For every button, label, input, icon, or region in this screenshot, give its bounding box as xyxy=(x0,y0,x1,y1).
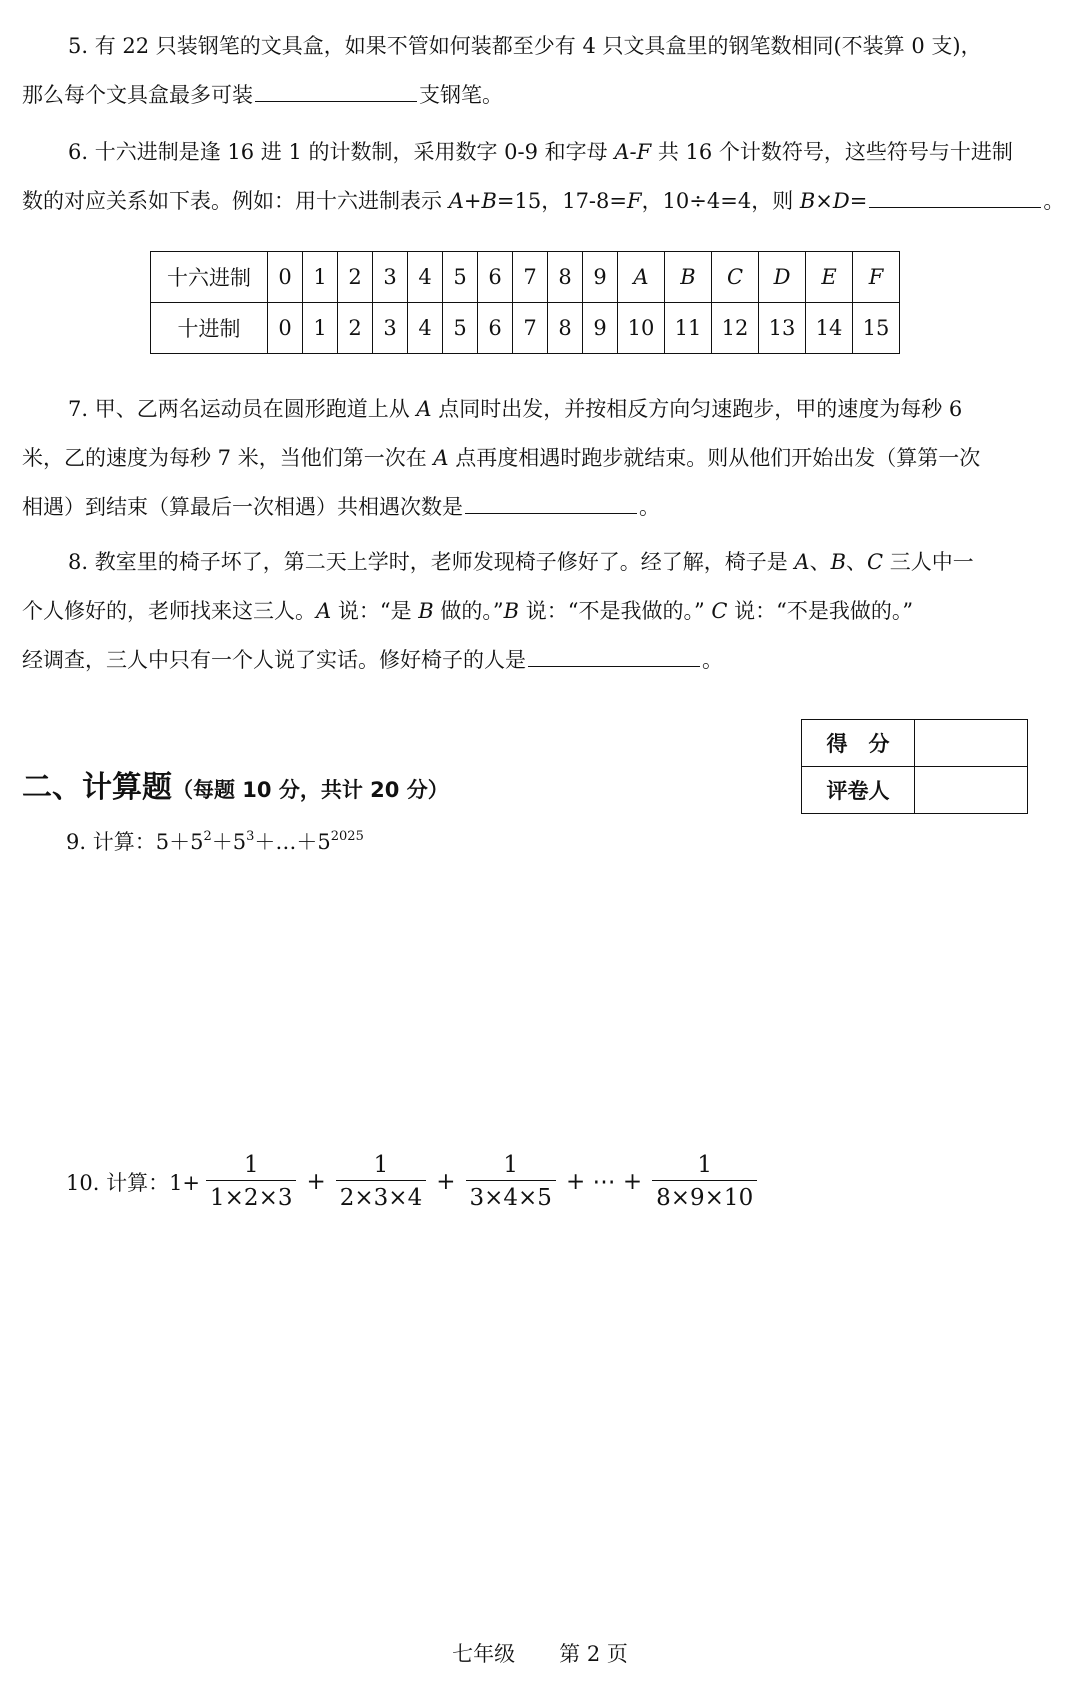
question-7 xyxy=(22,385,1062,532)
page-footer xyxy=(0,1638,1080,1668)
q10-prefix: 10. 计算：1+ xyxy=(66,1170,201,1195)
decimal-cell: 11 xyxy=(665,303,712,354)
decimal-cell: 3 xyxy=(373,303,408,354)
footer-page-number: 第 2 页 xyxy=(559,1642,628,1666)
decimal-cell: 14 xyxy=(806,303,853,354)
ellipsis-sum: + ⋯ + xyxy=(565,1168,643,1195)
hex-row-label: 十六进制 xyxy=(151,252,268,303)
decimal-cell: 4 xyxy=(408,303,443,354)
question-10 xyxy=(66,1150,763,1213)
hex-row xyxy=(151,252,900,303)
q5-line-1: 5. 有 22 只装钢笔的文具盒，如果不管如何装都至少有 4 只文具盒里的钢笔数相同(不装算 0 支)， xyxy=(68,34,982,58)
question-8 xyxy=(22,538,1062,685)
decimal-cell: 13 xyxy=(759,303,806,354)
grader-field[interactable] xyxy=(915,767,1028,814)
decimal-cell: 10 xyxy=(618,303,665,354)
hex-cell: A xyxy=(618,252,665,303)
decimal-row-label: 十进制 xyxy=(151,303,268,354)
decimal-cell: 8 xyxy=(548,303,583,354)
decimal-cell: 5 xyxy=(443,303,478,354)
section-2-title: 二、计算题 xyxy=(22,770,172,805)
hex-cell: 2 xyxy=(338,252,373,303)
footer-grade: 七年级 xyxy=(452,1642,516,1666)
hex-cell: 5 xyxy=(443,252,478,303)
plus-sign: + xyxy=(436,1168,456,1195)
q8-line-2: 个人修好的，老师找来这三人。A 说：“是 B 做的。”B 说：“不是我做的。” C 说：“不是我做的。” xyxy=(22,599,914,623)
q6-answer-blank[interactable] xyxy=(869,177,1041,208)
q5-line-2: 那么每个文具盒最多可装 支钢笔。 xyxy=(22,71,1062,120)
fraction-1: $\frac{1}{1\times 2\times 3}$ xyxy=(206,1150,296,1213)
grader-label: 评卷人 xyxy=(802,767,915,814)
hex-cell: 7 xyxy=(513,252,548,303)
decimal-cell: 12 xyxy=(712,303,759,354)
hex-cell: F xyxy=(853,252,900,303)
q8-answer-blank[interactable] xyxy=(528,636,700,667)
question-9: 9. 计算：$5+5^2+5^3+\dots+5^{2025}$ xyxy=(66,829,364,854)
decimal-cell: 0 xyxy=(268,303,303,354)
decimal-cell: 1 xyxy=(303,303,338,354)
q8-line-3: 经调查，三人中只有一个人说了实话。修好椅子的人是 。 xyxy=(22,636,1062,685)
score-label: 得 分 xyxy=(802,720,915,767)
decimal-cell: 6 xyxy=(478,303,513,354)
question-6 xyxy=(22,128,1065,226)
decimal-cell: 7 xyxy=(513,303,548,354)
section-2-note: （每题 10 分，共计 20 分） xyxy=(172,778,449,802)
q7-line-1: 7. 甲、乙两名运动员在圆形跑道上从 A 点同时出发，并按相反方向匀速跑步，甲的速度为每秒 6 xyxy=(68,397,963,421)
q6-line-1: 6. 十六进制是逢 16 进 1 的计数制，采用数字 0-9 和字母 A-F 共 16 个计数符号，这些符号与十进制 xyxy=(68,140,1013,164)
question-5 xyxy=(22,22,1062,120)
q7-line-3: 相遇）到结束（算最后一次相遇）共相遇次数是 。 xyxy=(22,483,1062,532)
fraction-2: $\frac{1}{2\times 3\times 4}$ xyxy=(336,1150,426,1213)
score-field[interactable] xyxy=(915,720,1028,767)
hex-cell: 4 xyxy=(408,252,443,303)
q8-line-1: 8. 教室里的椅子坏了，第二天上学时，老师发现椅子修好了。经了解，椅子是 A、B、C 三人中一 xyxy=(68,550,974,574)
hex-cell: 8 xyxy=(548,252,583,303)
hex-cell: 0 xyxy=(268,252,303,303)
hex-cell: B xyxy=(665,252,712,303)
q7-line-2: 米，乙的速度为每秒 7 米，当他们第一次在 A 点再度相遇时跑步就结束。则从他们开始出发（算第一次 xyxy=(22,446,981,470)
fraction-last: $\frac{1}{8\times 9\times 10}$ xyxy=(652,1150,757,1213)
decimal-cell: 15 xyxy=(853,303,900,354)
q6-line-2: 数的对应关系如下表。例如：用十六进制表示 A+B=15，17-8=F，10÷4=4，则 B×D= 。 xyxy=(22,177,1062,226)
fraction-3: $\frac{1}{3\times 4\times 5}$ xyxy=(466,1150,556,1213)
q5-answer-blank[interactable] xyxy=(255,71,417,102)
decimal-cell: 2 xyxy=(338,303,373,354)
hex-decimal-table xyxy=(150,251,900,354)
hex-cell: 6 xyxy=(478,252,513,303)
hex-cell: 3 xyxy=(373,252,408,303)
hex-cell: 1 xyxy=(303,252,338,303)
hex-cell: D xyxy=(759,252,806,303)
hex-cell: C xyxy=(712,252,759,303)
plus-sign: + xyxy=(306,1168,326,1195)
score-box xyxy=(801,719,1028,814)
hex-cell: 9 xyxy=(583,252,618,303)
section-2-heading xyxy=(22,762,449,806)
decimal-cell: 9 xyxy=(583,303,618,354)
q7-answer-blank[interactable] xyxy=(465,483,637,514)
decimal-row xyxy=(151,303,900,354)
hex-cell: E xyxy=(806,252,853,303)
